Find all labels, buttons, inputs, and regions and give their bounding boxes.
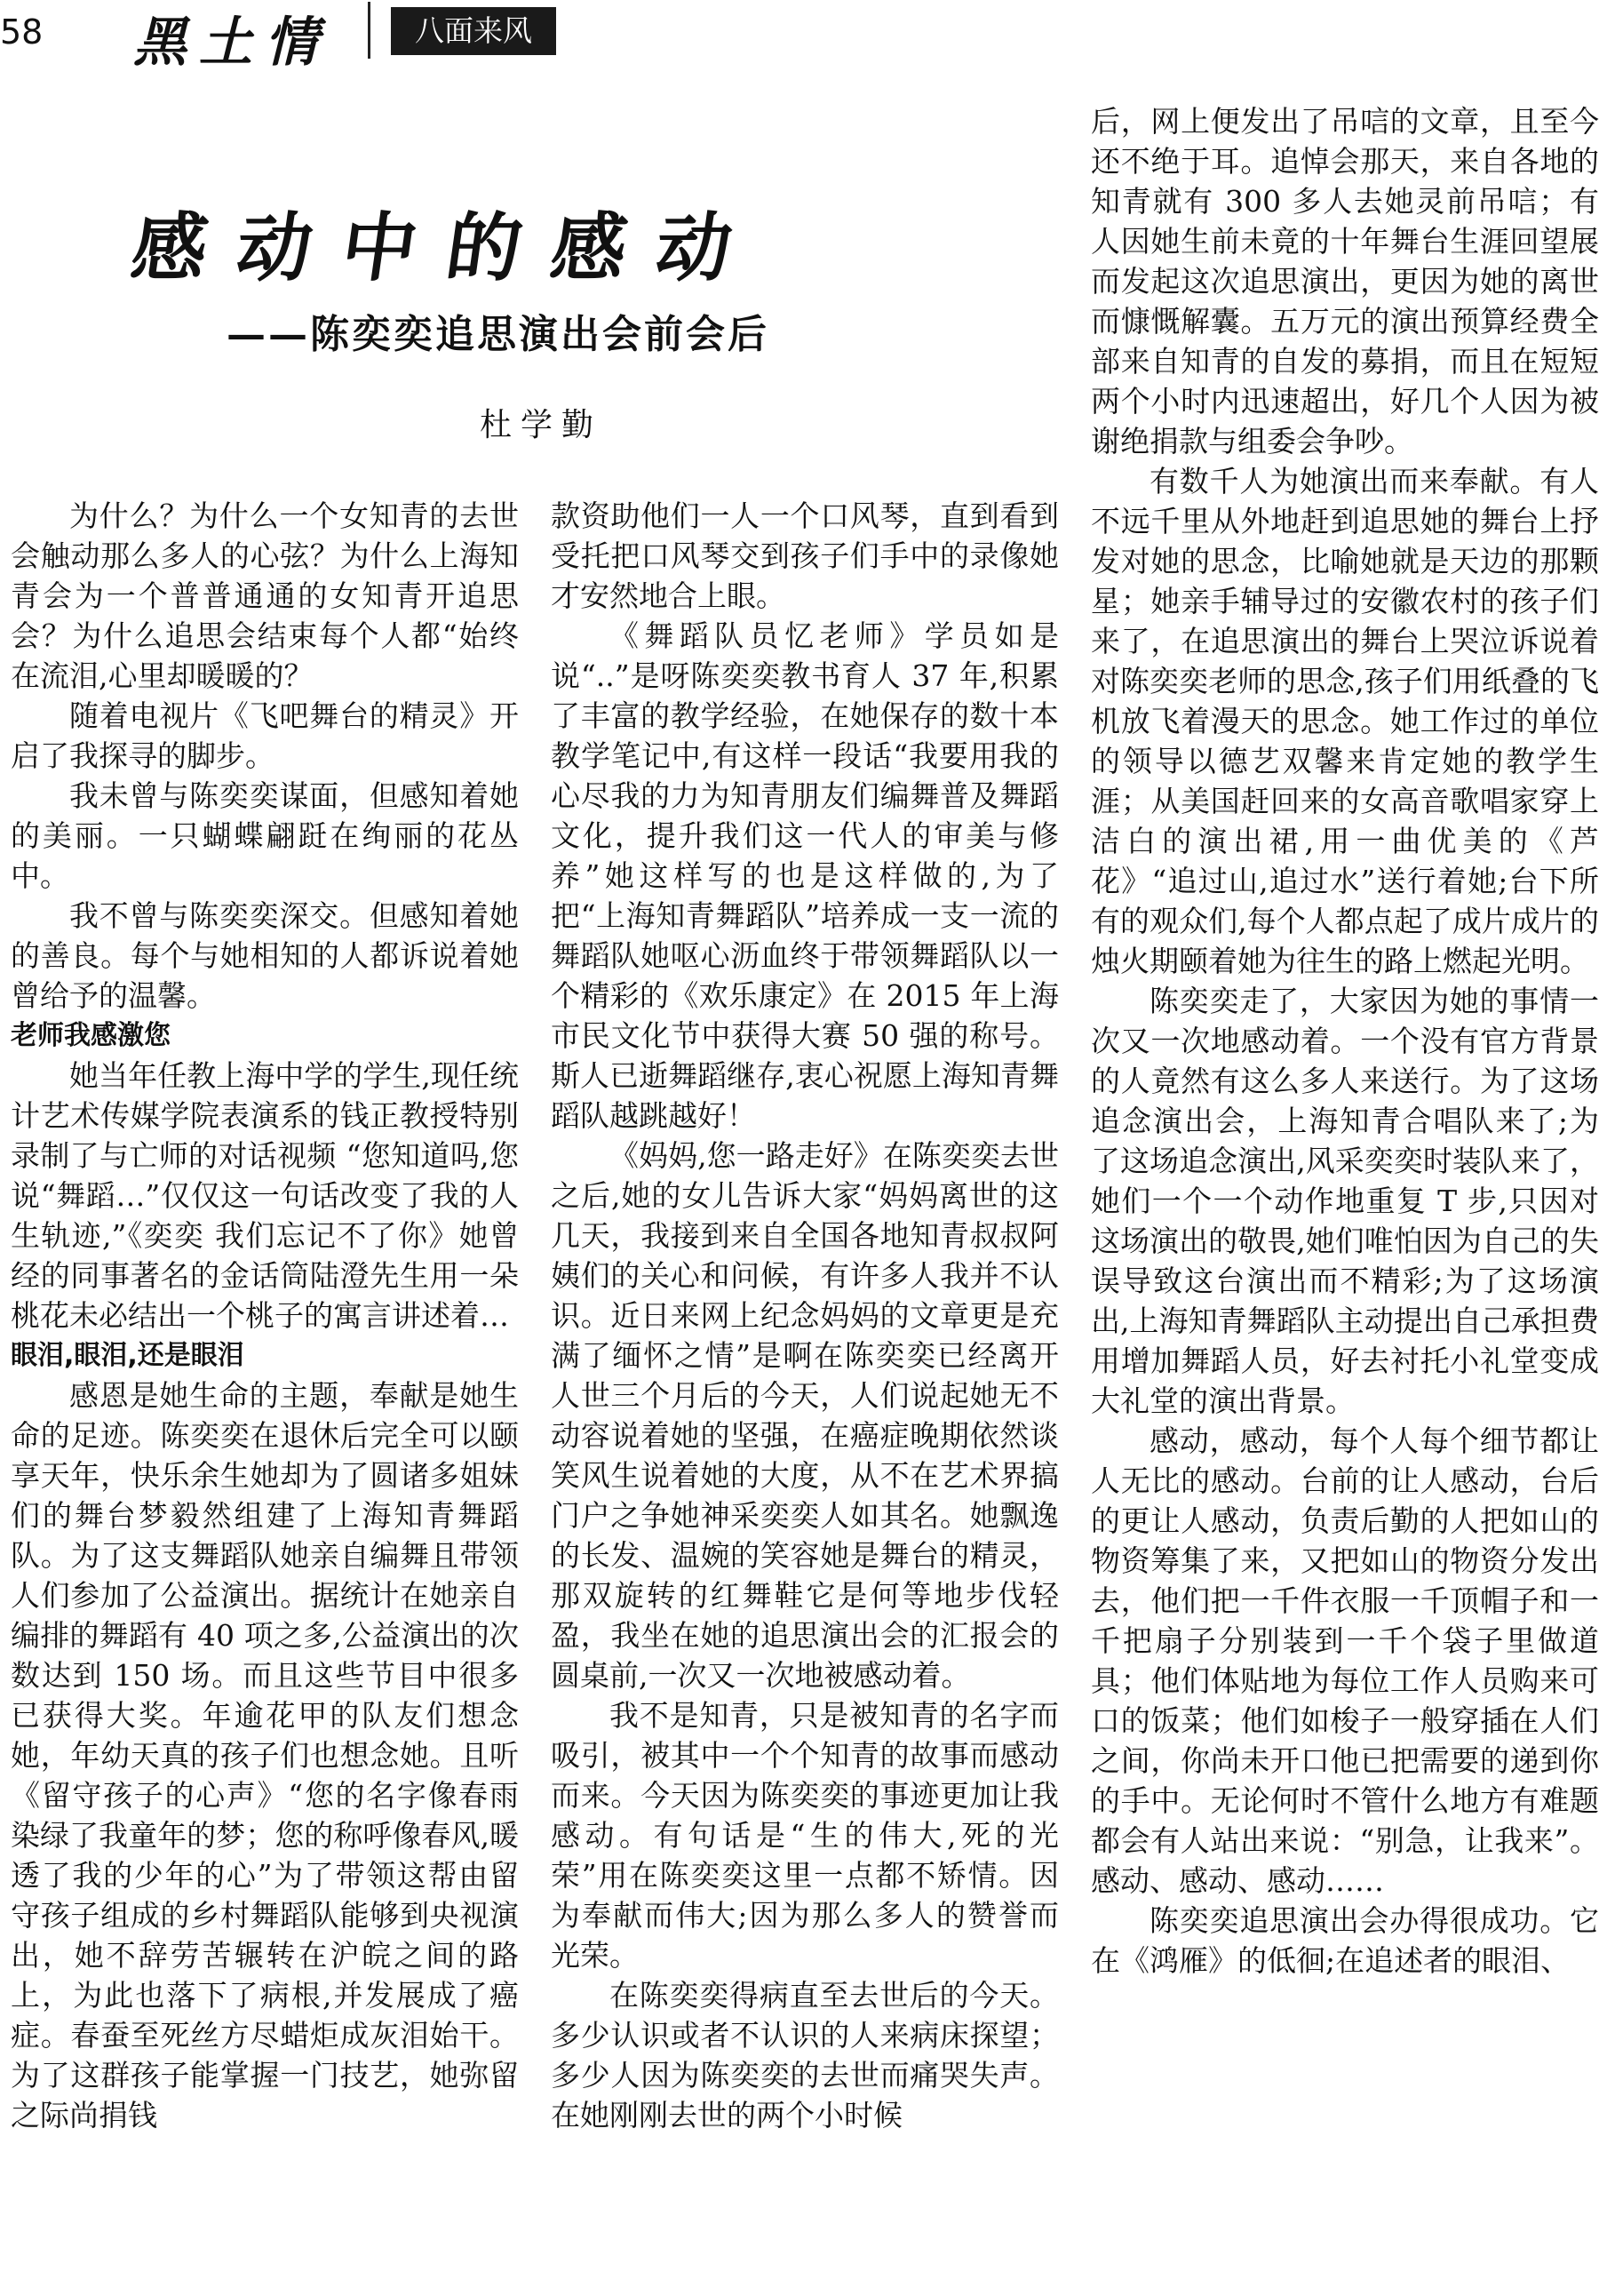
text-column-1 <box>11 496 519 2135</box>
paragraph: 《舞蹈队员忆老师》学员如是说“..”是呀陈奕奕教书育人 37 年,积累了丰富的教学经验，在她保存的数十本教学笔记中,有这样一段话“我要用我的心尽我的力为知青朋友们编舞普及舞蹈文化，提升我们这一代人的审美与修养”她这样写的也是这样做的,为了把“上海知青舞蹈队”培养成一支一流的舞蹈队她呕心沥血终于带领舞蹈队以一个精彩的《欢乐康定》在 2015 年上海市民文化节中获得大赛 50 强的称号。斯人已逝舞蹈继存,衷心祝愿上海知青舞蹈队越跳越好！ <box>551 618 1059 1133</box>
paragraph: 感恩是她生命的主题，奉献是她生命的足迹。陈奕奕在退休后完全可以颐享天年，快乐余生她却为了圆诸多姐妹们的舞台梦毅然组建了上海知青舞蹈队。为了这支舞蹈队她亲自编舞且带领人们参加了公益演出。据统计在她亲自编排的舞蹈有 40 项之多,公益演出的次数达到 150 场。而且这些节目中很多已获得大奖。年逾花甲的队友们想念她，年幼天真的孩子们也想念她。且听《留守孩子的心声》“您的名字像春雨染绿了我童年的梦；您的称呼像春风,暖透了我的少年的心”为了带领这帮由留守孩子组成的乡村舞蹈队能够到央视演出，她不辞劳苦辗转在沪皖之间的路上，为此也落下了病根,并发展成了癌症。春蚕至死丝方尽蜡炬成灰泪始干。为了这群孩子能掌握一门技艺，她弥留之际尚捐钱 <box>11 1378 519 2133</box>
section-heading: 老师我感激您 <box>11 1020 171 1051</box>
paragraph: 在陈奕奕得病直至去世后的今天。多少认识或者不认识的人来病床探望；多少人因为陈奕奕的去世而痛哭失声。在她刚刚去世的两个小时候 <box>551 1978 1059 2133</box>
paragraph: 陈奕奕追思演出会办得很成功。它在《鸿雁》的低徊;在追述者的眼泪、 <box>1091 1903 1599 1978</box>
paragraph: 后，网上便发出了吊唁的文章，且至今还不绝于耳。追悼会那天，来自各地的知青就有 300 多人去她灵前吊唁；有人因她生前未竟的十年舞台生涯回望展而发起这次追思演出，更因为她的离世而慷慨解囊。五万元的演出预算经费全部来自知青的自发的募捐，而且在短短两个小时内迅速超出，好几个人因为被谢绝捐款与组委会争吵。 <box>1091 104 1599 458</box>
page-header <box>0 0 1599 74</box>
article-author: 杜学勤 <box>480 407 603 443</box>
article-subtitle: ——陈奕奕追思演出会前会后 <box>227 312 769 357</box>
paragraph: 感动，感动，每个人每个细节都让人无比的感动。台前的让人感动，台后的更让人感动，负责后勤的人把如山的物资筹集了来，又把如山的物资分发出去，他们把一千件衣服一千顶帽子和一千把扇子分别装到一千个袋子里做道具；他们体贴地为每位工作人员购来可口的饭菜；他们如梭子一般穿插在人们之间，你尚未开口他已把需要的递到你的手中。无论何时不管什么地方有难题都会有人站出来说：“别急，让我来”。感动、感动、感动…… <box>1091 1423 1599 1898</box>
paragraph: 我不是知青，只是被知青的名字而吸引，被其中一个个知青的故事而感动而来。今天因为陈奕奕的事迹更加让我感动。有句话是“生的伟大,死的光荣”用在陈奕奕这里一点都不矫情。因为奉献而伟大;因为那么多人的赞誉而光荣。 <box>551 1698 1059 1973</box>
page-number: 58 <box>0 12 44 52</box>
paragraph: 《妈妈,您一路走好》在陈奕奕去世之后,她的女儿告诉大家“妈妈离世的这几天，我接到来自全国各地知青叔叔阿姨们的关心和问候，有许多人我并不认识。近日来网上纪念妈妈的文章更是充满了缅怀之情”是啊在陈奕奕已经离开人世三个月后的今天，人们说起她无不动容说着她的坚强，在癌症晚期依然谈笑风生说着她的大度，从不在艺术界搞门户之争她神采奕奕人如其名。她飘逸的长发、温婉的笑容她是舞台的精灵，那双旋转的红舞鞋它是何等地步伐轻盈，我坐在她的追思演出会的汇报会的圆桌前,一次又一次地被感动着。 <box>551 1138 1059 1693</box>
section-heading: 眼泪,眼泪,还是眼泪 <box>11 1340 244 1371</box>
text-column-2 <box>551 496 1059 2135</box>
paragraph: 我不曾与陈奕奕深交。但感知着她的善良。每个与她相知的人都诉说着她曾给予的温馨。 <box>11 898 519 1013</box>
header-divider <box>368 2 370 59</box>
paragraph: 我未曾与陈奕奕谋面，但感知着她的美丽。一只蝴蝶翩跹在绚丽的花丛中。 <box>11 778 519 893</box>
paragraph: 随着电视片《飞吧舞台的精灵》开启了我探寻的脚步。 <box>11 698 519 773</box>
section-tag: 八面来风 <box>391 7 556 55</box>
paragraph: 为什么？为什么一个女知青的去世会触动那么多人的心弦？为什么上海知青会为一个普普通通的女知青开追思会？为什么追思会结束每个人都“始终在流泪,心里却暖暖的？ <box>11 498 519 693</box>
text-column-3 <box>1091 101 1599 1981</box>
paragraph: 有数千人为她演出而来奉献。有人不远千里从外地赶到追思她的舞台上抒发对她的思念，比喻她就是天边的那颗星；她亲手辅导过的安徽农村的孩子们来了，在追思演出的舞台上哭泣诉说着对陈奕奕老师的思念,孩子们用纸叠的飞机放飞着漫天的思念。她工作过的单位的领导以德艺双馨来肯定她的教学生涯；从美国赶回来的女高音歌唱家穿上洁白的演出裙,用一曲优美的《芦花》“追过山,追过水”送行着她;台下所有的观众们,每个人都点起了成片成片的烛火期颐着她为往生的路上燃起光明。 <box>1091 464 1599 978</box>
paragraph: 陈奕奕走了，大家因为她的事情一次又一次地感动着。一个没有官方背景的人竟然有这么多人来送行。为了这场追念演出会，上海知青合唱队来了;为了这场追念演出,风采奕奕时装队来了，她们一个一个动作地重复 T 步,只因对这场演出的敬畏,她们唯怕因为自己的失误导致这台演出而不精彩;为了这场演出,上海知青舞蹈队主动提出自己承担费用增加舞蹈人员，好去衬托小礼堂变成大礼堂的演出背景。 <box>1091 984 1599 1418</box>
article-title: 感动中的感动 <box>126 203 768 291</box>
magazine-logo: 黑土情 <box>133 12 330 74</box>
paragraph: 她当年任教上海中学的学生,现任统计艺术传媒学院表演系的钱正教授特别录制了与亡师的对话视频 “您知道吗,您说“舞蹈…”仅仅这一句话改变了我的人生轨迹,”《奕奕 我们忘记不了你》她曾经的同事著名的金话筒陆澄先生用一朵桃花未必结出一个桃子的寓言讲述着… <box>11 1058 519 1333</box>
paragraph: 款资助他们一人一个口风琴，直到看到受托把口风琴交到孩子们手中的录像她才安然地合上眼。 <box>551 498 1059 613</box>
